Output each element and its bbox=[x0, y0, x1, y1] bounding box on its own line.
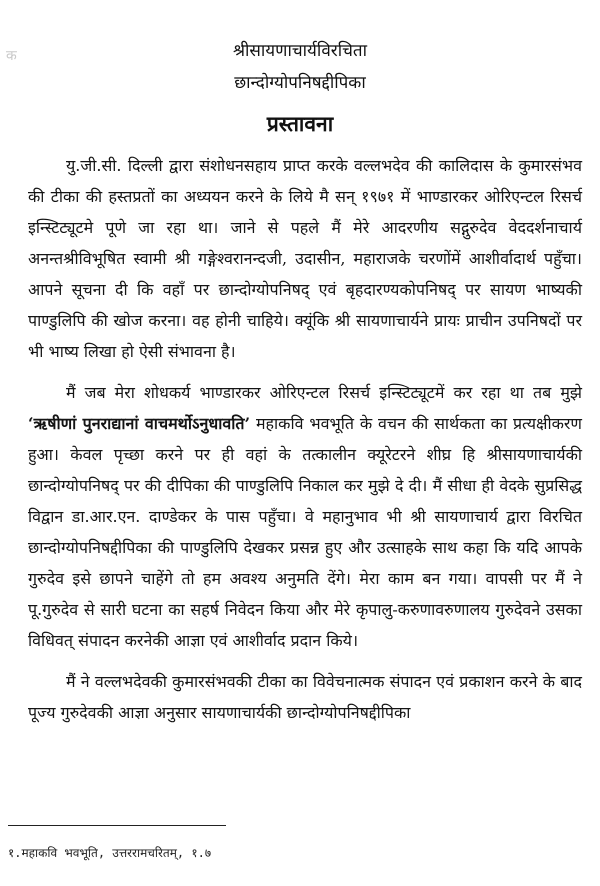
work-title: श्रीसायणाचार्यविरचिता bbox=[232, 41, 368, 61]
section-heading: प्रस्तावना bbox=[266, 112, 334, 136]
corner-mark: क bbox=[6, 48, 17, 64]
work-subtitle: छान्दोग्योपनिषद्दीपिका bbox=[234, 73, 366, 93]
paragraph-2-before: मैं जब मेरा शोधकर्य भाण्डारकर ओरिएन्टल रिसर्च इन्स्टिट्यूटमें कर रहा था तब मुझे bbox=[66, 383, 582, 402]
paragraph-3: मैं ने वल्लभदेवकी कुमारसंभवकी टीका का विवेचनात्मक संपादन एवं प्रकाशन करने के बाद पूज्य गुरुदेवकी आज्ञा अनुसार सायणाचार्यकी छान्दोग्योपनिषद्दीपिका bbox=[28, 672, 582, 722]
body-text bbox=[28, 150, 582, 738]
paragraph-1: यु.जी.सी. दिल्ली द्वारा संशोधनसहाय प्राप्त करके वल्लभदेव की कालिदास के कुमारसंभव की टीका की हस्तप्रतों का अध्ययन करने के लिये मै सन् १९७१ में भाण्डारकर ओरिएन्टल रिसर्च इन्स्टिट्यूटमे पूणे जा रहा था। जाने से पहले मैं मेरे आदरणीय सद्गुरुदेव वेददर्शनाचार्य अनन्तश्रीविभूषित स्वामी श्री गङ्गेश्वरानन्दजी, उदासीन, महाराजके चरणोंमें आशीर्वादार्थ पहुँचा। आपने सूचना दी कि वहाँ पर छान्दोग्योपनिषद् एवं बृहदारण्यकोपनिषद् पर सायण भाष्यकी पाण्डुलिपि की खोज करना। वह होनी चाहिये। क्यूंकि श्री सायणाचार्यने प्रायः प्राचीन उपनिषदों पर भी भाष्य लिखा हो ऐसी संभावना है। bbox=[28, 156, 582, 361]
paragraph-2 bbox=[28, 377, 582, 656]
footnote-divider bbox=[8, 825, 226, 826]
footnote: १.महाकवि भवभूति, उत्तररामचरितम्, १.७ bbox=[8, 846, 212, 860]
paragraph-2-quote: ‘ऋषीणां पुनराद्यानां वाचमर्थोऽनुधावति’ bbox=[28, 414, 251, 433]
paragraph-2-after: महाकवि भवभूति के वचन की सार्थकता का प्रत्यक्षीकरण हुआ। केवल पृच्छा करने पर ही वहां के तत्कालीन क्यूरेटरने शीघ्र हि श्रीसायणाचार्यकी छान्दोग्योपनिषद् पर की दीपिका की पाण्डुलिपि निकाल कर मुझे दे दी। मैं सीधा ही वेदके सुप्रसिद्ध विद्वान डा.आर.एन. दाण्डेकर के पास पहुँचा। वे महानुभाव भी श्री सायणाचार्य द्वारा विरचित छान्दोग्योपनिषद्दीपिका की पाण्डुलिपि देखकर प्रसन्न हुए और उत्साहके साथ कहा कि यदि आपके गुरुदेव इसे छापने चाहेंगे तो हम अवश्य अनुमति देंगे। मेरा काम बन गया। वापसी पर मैं ने पू.गुरुदेव से सारी घटना का सहर्ष निवेदन किया और मेरे कृपालु-करुणावरुणालय गुरुदेवने उसका विधिवत् संपादन करनेकी आज्ञा एवं आशीर्वाद प्रदान किये। bbox=[28, 414, 582, 650]
